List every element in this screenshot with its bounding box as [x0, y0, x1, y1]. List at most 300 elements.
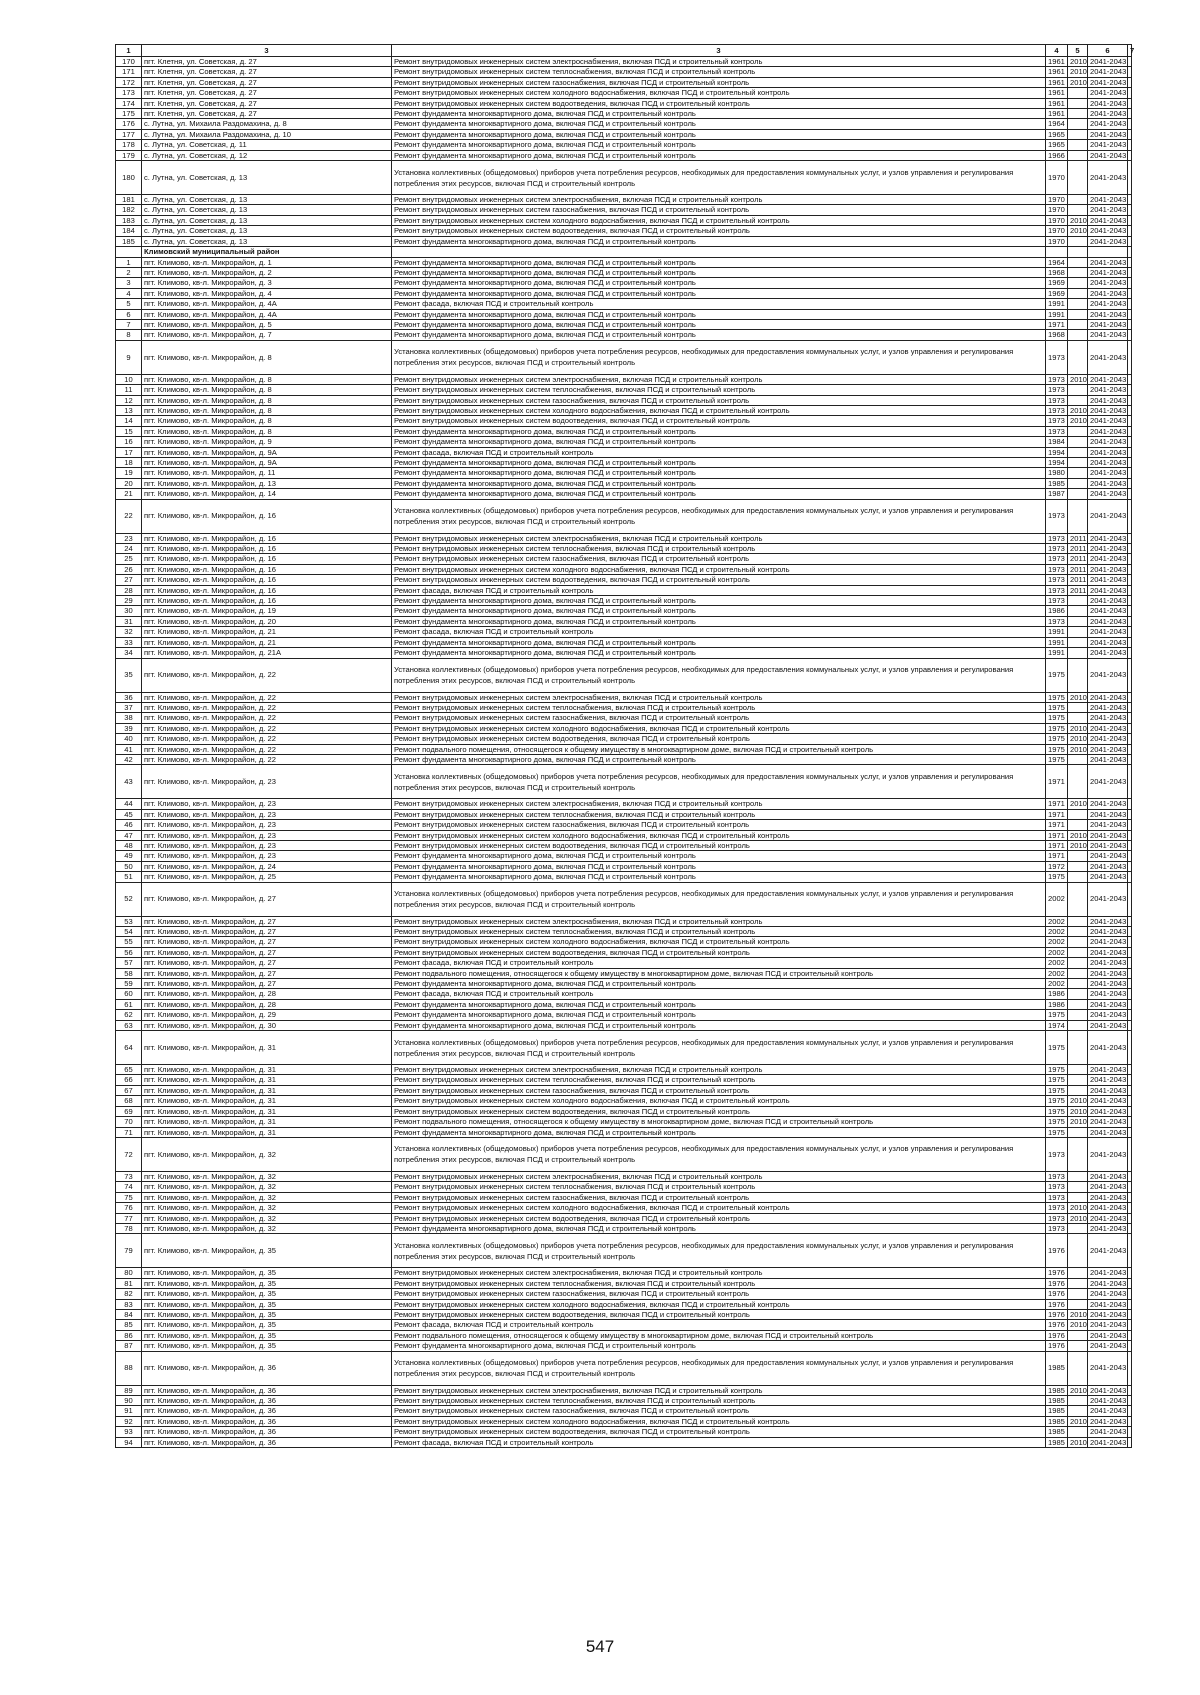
work-type-cell: Ремонт фундамента многоквартирного дома, включая ПСД и строительный контроль — [392, 288, 1046, 298]
work-type-cell: Ремонт фундамента многоквартирного дома, включая ПСД и строительный контроль — [392, 119, 1046, 129]
table-row — [116, 544, 1132, 554]
commission-year-cell: 1961 — [1046, 77, 1068, 87]
row-number-cell: 37 — [116, 702, 142, 712]
empty-cell — [1128, 458, 1132, 468]
planned-period-cell: 2041-2043 — [1088, 958, 1128, 968]
table-row — [116, 1234, 1132, 1268]
work-type-cell: Ремонт внутридомовых инженерных систем холодного водоснабжения, включая ПСД и строительный контроль — [392, 564, 1046, 574]
address-cell: пгт. Климово, кв-л. Микрорайон, д. 31 — [142, 1065, 392, 1075]
table-row — [116, 489, 1132, 499]
work-type-cell: Ремонт фасада, включая ПСД и строительный контроль — [392, 1320, 1046, 1330]
empty-cell — [1128, 830, 1132, 840]
commission-year-cell: 2002 — [1046, 958, 1068, 968]
address-cell: пгт. Климово, кв-л. Микрорайон, д. 35 — [142, 1278, 392, 1288]
planned-period-cell: 2041-2043 — [1088, 830, 1128, 840]
work-type-cell: Ремонт внутридомовых инженерных систем газоснабжения, включая ПСД и строительный контроль — [392, 1406, 1046, 1416]
empty-cell — [1128, 489, 1132, 499]
empty-cell — [1128, 575, 1132, 585]
commission-year-cell: 1970 — [1046, 195, 1068, 205]
table-row — [116, 979, 1132, 989]
last-repair-year-cell: 2010 — [1068, 1117, 1088, 1127]
work-type-cell: Ремонт фундамента многоквартирного дома, включая ПСД и строительный контроль — [392, 267, 1046, 277]
address-cell: пгт. Климово, кв-л. Микрорайон, д. 24 — [142, 861, 392, 871]
work-type-cell: Ремонт внутридомовых инженерных систем электроснабжения, включая ПСД и строительный контроль — [392, 57, 1046, 67]
work-type-cell: Ремонт фундамента многоквартирного дома, включая ПСД и строительный контроль — [392, 872, 1046, 882]
last-repair-year-cell — [1068, 150, 1088, 160]
table-row — [116, 278, 1132, 288]
address-cell: пгт. Климово, кв-л. Микрорайон, д. 36 — [142, 1427, 392, 1437]
planned-period-cell: 2041-2043 — [1088, 67, 1128, 77]
last-repair-year-cell: 2010 — [1068, 1320, 1088, 1330]
header-cell: 3 — [142, 45, 392, 57]
planned-period-cell: 2041-2043 — [1088, 554, 1128, 564]
empty-cell — [1128, 564, 1132, 574]
work-type-cell: Ремонт подвального помещения, относящегося к общему имуществу в многоквартирном доме, включая ПСД и строительный контроль — [392, 744, 1046, 754]
planned-period-cell: 2041-2043 — [1088, 999, 1128, 1009]
address-cell: пгт. Климово, кв-л. Микрорайон, д. 23 — [142, 809, 392, 819]
planned-period-cell: 2041-2043 — [1088, 1182, 1128, 1192]
work-type-cell: Ремонт внутридомовых инженерных систем водоотведения, включая ПСД и строительный контроль — [392, 1427, 1046, 1437]
address-cell: пгт. Климово, кв-л. Микрорайон, д. 22 — [142, 754, 392, 764]
row-number-cell: 43 — [116, 765, 142, 799]
work-type-cell: Ремонт внутридомовых инженерных систем холодного водоснабжения, включая ПСД и строительный контроль — [392, 937, 1046, 947]
last-repair-year-cell — [1068, 426, 1088, 436]
row-number-cell: 53 — [116, 916, 142, 926]
table-row — [116, 1106, 1132, 1116]
address-cell: пгт. Климово, кв-л. Микрорайон, д. 21 — [142, 637, 392, 647]
row-number-cell: 25 — [116, 554, 142, 564]
work-type-cell: Ремонт фасада, включая ПСД и строительный контроль — [392, 989, 1046, 999]
address-cell: пгт. Климово, кв-л. Микрорайон, д. 35 — [142, 1234, 392, 1268]
address-cell: пгт. Климово, кв-л. Микрорайон, д. 8 — [142, 385, 392, 395]
planned-period-cell: 2041-2043 — [1088, 989, 1128, 999]
address-cell: пгт. Клетня, ул. Советская, д. 27 — [142, 67, 392, 77]
work-type-cell: Ремонт фундамента многоквартирного дома, включая ПСД и строительный контроль — [392, 606, 1046, 616]
last-repair-year-cell — [1068, 195, 1088, 205]
last-repair-year-cell — [1068, 882, 1088, 916]
planned-period-cell: 2041-2043 — [1088, 1396, 1128, 1406]
address-cell: пгт. Климово, кв-л. Микрорайон, д. 31 — [142, 1127, 392, 1137]
address-cell: пгт. Климово, кв-л. Микрорайон, д. 32 — [142, 1192, 392, 1202]
address-cell: с. Лутна, ул. Советская, д. 13 — [142, 236, 392, 246]
row-number-cell: 17 — [116, 447, 142, 457]
work-type-cell: Установка коллективных (общедомовых) приборов учета потребления ресурсов, необходимых для предоставления коммунальных услуг, и узлов управления и регулирования потребления этих ресурсов, включая ПСД и строительный контроль — [392, 1234, 1046, 1268]
planned-period-cell: 2041-2043 — [1088, 98, 1128, 108]
header-cell: 3 — [392, 45, 1046, 57]
last-repair-year-cell: 2010 — [1068, 374, 1088, 384]
empty-cell — [1128, 606, 1132, 616]
work-type-cell: Ремонт внутридомовых инженерных систем газоснабжения, включая ПСД и строительный контроль — [392, 1192, 1046, 1202]
last-repair-year-cell — [1068, 754, 1088, 764]
commission-year-cell: 1975 — [1046, 734, 1068, 744]
row-number-cell: 21 — [116, 489, 142, 499]
row-number-cell: 75 — [116, 1192, 142, 1202]
planned-period-cell: 2041-2043 — [1088, 330, 1128, 340]
address-cell: пгт. Климово, кв-л. Микрорайон, д. 4 — [142, 288, 392, 298]
table-row — [116, 1075, 1132, 1085]
last-repair-year-cell — [1068, 119, 1088, 129]
commission-year-cell: 1975 — [1046, 692, 1068, 702]
last-repair-year-cell — [1068, 1268, 1088, 1278]
planned-period-cell: 2041-2043 — [1088, 702, 1128, 712]
row-number-cell: 87 — [116, 1341, 142, 1351]
row-number-cell: 68 — [116, 1096, 142, 1106]
address-cell: с. Лутна, ул. Михаила Раздомахина, д. 8 — [142, 119, 392, 129]
row-number-cell: 57 — [116, 958, 142, 968]
work-type-cell: Ремонт внутридомовых инженерных систем водоотведения, включая ПСД и строительный контроль — [392, 1213, 1046, 1223]
work-type-cell: Ремонт фундамента многоквартирного дома, включая ПСД и строительный контроль — [392, 637, 1046, 647]
planned-period-cell — [1088, 247, 1128, 257]
table-row — [116, 1192, 1132, 1202]
work-type-cell: Ремонт фундамента многоквартирного дома, включая ПСД и строительный контроль — [392, 489, 1046, 499]
commission-year-cell: 1980 — [1046, 468, 1068, 478]
table-row — [116, 1427, 1132, 1437]
address-cell: пгт. Клетня, ул. Советская, д. 27 — [142, 98, 392, 108]
address-cell: пгт. Климово, кв-л. Микрорайон, д. 23 — [142, 851, 392, 861]
work-type-cell: Ремонт внутридомовых инженерных систем теплоснабжения, включая ПСД и строительный контроль — [392, 702, 1046, 712]
planned-period-cell: 2041-2043 — [1088, 395, 1128, 405]
last-repair-year-cell: 2010 — [1068, 734, 1088, 744]
address-cell: пгт. Климово, кв-л. Микрорайон, д. 8 — [142, 374, 392, 384]
work-type-cell: Ремонт внутридомовых инженерных систем электроснабжения, включая ПСД и строительный контроль — [392, 195, 1046, 205]
empty-cell — [1128, 658, 1132, 692]
commission-year-cell: 1976 — [1046, 1299, 1068, 1309]
address-cell: пгт. Климово, кв-л. Микрорайон, д. 35 — [142, 1268, 392, 1278]
commission-year-cell: 2002 — [1046, 882, 1068, 916]
row-number-cell: 54 — [116, 927, 142, 937]
last-repair-year-cell — [1068, 713, 1088, 723]
address-cell: с. Лутна, ул. Советская, д. 13 — [142, 226, 392, 236]
last-repair-year-cell — [1068, 1299, 1088, 1309]
last-repair-year-cell — [1068, 820, 1088, 830]
address-cell: пгт. Климово, кв-л. Микрорайон, д. 36 — [142, 1406, 392, 1416]
commission-year-cell: 1975 — [1046, 744, 1068, 754]
empty-cell — [1128, 374, 1132, 384]
table-row — [116, 596, 1132, 606]
row-number-cell: 170 — [116, 57, 142, 67]
last-repair-year-cell — [1068, 499, 1088, 533]
row-number-cell: 92 — [116, 1416, 142, 1426]
row-number-cell: 28 — [116, 585, 142, 595]
table-row — [116, 1268, 1132, 1278]
table-row — [116, 723, 1132, 733]
empty-cell — [1128, 257, 1132, 267]
empty-cell — [1128, 692, 1132, 702]
work-type-cell: Ремонт фундамента многоквартирного дома, включая ПСД и строительный контроль — [392, 478, 1046, 488]
planned-period-cell: 2041-2043 — [1088, 927, 1128, 937]
address-cell: пгт. Климово, кв-л. Микрорайон, д. 35 — [142, 1289, 392, 1299]
last-repair-year-cell — [1068, 809, 1088, 819]
last-repair-year-cell — [1068, 1065, 1088, 1075]
last-repair-year-cell — [1068, 1171, 1088, 1181]
commission-year-cell: 1972 — [1046, 861, 1068, 871]
commission-year-cell: 1985 — [1046, 1416, 1068, 1426]
commission-year-cell: 1973 — [1046, 585, 1068, 595]
planned-period-cell: 2041-2043 — [1088, 616, 1128, 626]
row-number-cell: 2 — [116, 267, 142, 277]
address-cell: с. Лутна, ул. Советская, д. 13 — [142, 161, 392, 195]
work-type-cell: Ремонт фундамента многоквартирного дома, включая ПСД и строительный контроль — [392, 861, 1046, 871]
last-repair-year-cell — [1068, 958, 1088, 968]
empty-cell — [1128, 236, 1132, 246]
row-number-cell: 70 — [116, 1117, 142, 1127]
planned-period-cell: 2041-2043 — [1088, 1075, 1128, 1085]
row-number-cell: 46 — [116, 820, 142, 830]
table-row — [116, 426, 1132, 436]
row-number-cell: 65 — [116, 1065, 142, 1075]
last-repair-year-cell — [1068, 1396, 1088, 1406]
row-number-cell: 8 — [116, 330, 142, 340]
last-repair-year-cell — [1068, 1085, 1088, 1095]
last-repair-year-cell: 2010 — [1068, 692, 1088, 702]
address-cell: пгт. Климово, кв-л. Микрорайон, д. 27 — [142, 958, 392, 968]
commission-year-cell: 1976 — [1046, 1320, 1068, 1330]
row-number-cell: 73 — [116, 1171, 142, 1181]
work-type-cell: Установка коллективных (общедомовых) приборов учета потребления ресурсов, необходимых для предоставления коммунальных услуг, и узлов управления и регулирования потребления этих ресурсов, включая ПСД и строительный контроль — [392, 161, 1046, 195]
empty-cell — [1128, 405, 1132, 415]
table-row — [116, 1416, 1132, 1426]
row-number-cell: 16 — [116, 437, 142, 447]
work-type-cell: Ремонт внутридомовых инженерных систем водоотведения, включая ПСД и строительный контроль — [392, 575, 1046, 585]
empty-cell — [1128, 544, 1132, 554]
work-type-cell: Установка коллективных (общедомовых) приборов учета потребления ресурсов, необходимых для предоставления коммунальных услуг, и узлов управления и регулирования потребления этих ресурсов, включая ПСД и строительный контроль — [392, 340, 1046, 374]
commission-year-cell: 1976 — [1046, 1330, 1068, 1340]
header-cell: 4 — [1046, 45, 1068, 57]
commission-year-cell: 1975 — [1046, 1127, 1068, 1137]
table-row — [116, 195, 1132, 205]
last-repair-year-cell — [1068, 299, 1088, 309]
work-type-cell: Ремонт внутридомовых инженерных систем электроснабжения, включая ПСД и строительный контроль — [392, 374, 1046, 384]
last-repair-year-cell — [1068, 1234, 1088, 1268]
commission-year-cell: 1975 — [1046, 702, 1068, 712]
commission-year-cell: 1991 — [1046, 627, 1068, 637]
last-repair-year-cell: 2010 — [1068, 77, 1088, 87]
last-repair-year-cell: 2010 — [1068, 1416, 1088, 1426]
address-cell: пгт. Климово, кв-л. Микрорайон, д. 27 — [142, 947, 392, 957]
table-row — [116, 734, 1132, 744]
planned-period-cell: 2041-2043 — [1088, 257, 1128, 267]
table-row — [116, 1330, 1132, 1340]
last-repair-year-cell: 2010 — [1068, 830, 1088, 840]
last-repair-year-cell — [1068, 437, 1088, 447]
planned-period-cell: 2041-2043 — [1088, 309, 1128, 319]
address-cell: пгт. Климово, кв-л. Микрорайон, д. 14 — [142, 489, 392, 499]
address-cell: пгт. Климово, кв-л. Микрорайон, д. 1 — [142, 257, 392, 267]
commission-year-cell — [1046, 247, 1068, 257]
commission-year-cell: 1973 — [1046, 340, 1068, 374]
table-row — [116, 67, 1132, 77]
work-type-cell: Ремонт внутридомовых инженерных систем теплоснабжения, включая ПСД и строительный контроль — [392, 1396, 1046, 1406]
address-cell: с. Лутна, ул. Советская, д. 13 — [142, 215, 392, 225]
address-cell: пгт. Климово, кв-л. Микрорайон, д. 32 — [142, 1213, 392, 1223]
commission-year-cell: 1975 — [1046, 1096, 1068, 1106]
address-cell: пгт. Климово, кв-л. Микрорайон, д. 25 — [142, 872, 392, 882]
last-repair-year-cell — [1068, 257, 1088, 267]
last-repair-year-cell: 2010 — [1068, 799, 1088, 809]
row-number-cell: 23 — [116, 533, 142, 543]
table-row — [116, 616, 1132, 626]
work-type-cell: Ремонт фасада, включая ПСД и строительный контроль — [392, 447, 1046, 457]
empty-cell — [1128, 129, 1132, 139]
address-cell: пгт. Климово, кв-л. Микрорайон, д. 31 — [142, 1096, 392, 1106]
commission-year-cell: 1973 — [1046, 616, 1068, 626]
planned-period-cell: 2041-2043 — [1088, 533, 1128, 543]
empty-cell — [1128, 1396, 1132, 1406]
empty-cell — [1128, 1171, 1132, 1181]
row-number-cell: 29 — [116, 596, 142, 606]
address-cell: пгт. Клетня, ул. Советская, д. 27 — [142, 77, 392, 87]
table-row — [116, 226, 1132, 236]
row-number-cell: 89 — [116, 1385, 142, 1395]
planned-period-cell: 2041-2043 — [1088, 161, 1128, 195]
commission-year-cell: 1971 — [1046, 319, 1068, 329]
address-cell: пгт. Климово, кв-л. Микрорайон, д. 22 — [142, 713, 392, 723]
empty-cell — [1128, 1406, 1132, 1416]
address-cell: пгт. Климово, кв-л. Микрорайон, д. 8 — [142, 405, 392, 415]
empty-cell — [1128, 713, 1132, 723]
last-repair-year-cell — [1068, 1182, 1088, 1192]
row-number-cell: 41 — [116, 744, 142, 754]
last-repair-year-cell — [1068, 319, 1088, 329]
work-type-cell: Ремонт фундамента многоквартирного дома, включая ПСД и строительный контроль — [392, 278, 1046, 288]
empty-cell — [1128, 416, 1132, 426]
address-cell: пгт. Климово, кв-л. Микрорайон, д. 8 — [142, 395, 392, 405]
empty-cell — [1128, 809, 1132, 819]
table-row — [116, 215, 1132, 225]
commission-year-cell: 1975 — [1046, 713, 1068, 723]
planned-period-cell: 2041-2043 — [1088, 458, 1128, 468]
empty-cell — [1128, 723, 1132, 733]
commission-year-cell: 1969 — [1046, 288, 1068, 298]
row-number-cell: 11 — [116, 385, 142, 395]
last-repair-year-cell — [1068, 861, 1088, 871]
empty-cell — [1128, 478, 1132, 488]
table-row — [116, 98, 1132, 108]
empty-cell — [1128, 1278, 1132, 1288]
row-number-cell: 184 — [116, 226, 142, 236]
work-type-cell: Ремонт внутридомовых инженерных систем водоотведения, включая ПСД и строительный контроль — [392, 226, 1046, 236]
work-type-cell: Ремонт фундамента многоквартирного дома, включая ПСД и строительный контроль — [392, 458, 1046, 468]
table-row — [116, 1351, 1132, 1385]
planned-period-cell: 2041-2043 — [1088, 1299, 1128, 1309]
empty-cell — [1128, 309, 1132, 319]
work-type-cell: Ремонт внутридомовых инженерных систем теплоснабжения, включая ПСД и строительный контроль — [392, 809, 1046, 819]
table-row — [116, 744, 1132, 754]
commission-year-cell: 1961 — [1046, 88, 1068, 98]
table-row — [116, 140, 1132, 150]
last-repair-year-cell — [1068, 236, 1088, 246]
table-row — [116, 606, 1132, 616]
address-cell: пгт. Клетня, ул. Советская, д. 27 — [142, 109, 392, 119]
empty-cell — [1128, 140, 1132, 150]
row-number-cell: 171 — [116, 67, 142, 77]
row-number-cell: 78 — [116, 1223, 142, 1233]
work-type-cell: Установка коллективных (общедомовых) приборов учета потребления ресурсов, необходимых для предоставления коммунальных услуг, и узлов управления и регулирования потребления этих ресурсов, включая ПСД и строительный контроль — [392, 658, 1046, 692]
work-type-cell: Ремонт внутридомовых инженерных систем газоснабжения, включая ПСД и строительный контроль — [392, 205, 1046, 215]
empty-cell — [1128, 947, 1132, 957]
empty-cell — [1128, 979, 1132, 989]
address-cell: пгт. Климово, кв-л. Микрорайон, д. 32 — [142, 1223, 392, 1233]
last-repair-year-cell — [1068, 1278, 1088, 1288]
work-type-cell — [392, 247, 1046, 257]
address-cell: пгт. Климово, кв-л. Микрорайон, д. 29 — [142, 1010, 392, 1020]
planned-period-cell: 2041-2043 — [1088, 1192, 1128, 1202]
row-number-cell: 77 — [116, 1213, 142, 1223]
table-row — [116, 340, 1132, 374]
last-repair-year-cell: 2010 — [1068, 1106, 1088, 1116]
work-type-cell: Ремонт фундамента многоквартирного дома, включая ПСД и строительный контроль — [392, 257, 1046, 267]
empty-cell — [1128, 533, 1132, 543]
row-number-cell: 31 — [116, 616, 142, 626]
table-row — [116, 627, 1132, 637]
empty-cell — [1128, 1341, 1132, 1351]
header-cell: 6 — [1088, 45, 1128, 57]
commission-year-cell: 1961 — [1046, 57, 1068, 67]
commission-year-cell: 1973 — [1046, 374, 1068, 384]
row-number-cell: 181 — [116, 195, 142, 205]
table-row — [116, 205, 1132, 215]
work-type-cell: Ремонт внутридомовых инженерных систем холодного водоснабжения, включая ПСД и строительный контроль — [392, 723, 1046, 733]
table-row — [116, 1171, 1132, 1181]
empty-cell — [1128, 1085, 1132, 1095]
table-row — [116, 1065, 1132, 1075]
planned-period-cell: 2041-2043 — [1088, 544, 1128, 554]
empty-cell — [1128, 161, 1132, 195]
address-cell: пгт. Климово, кв-л. Микрорайон, д. 20 — [142, 616, 392, 626]
row-number-cell: 172 — [116, 77, 142, 87]
address-cell: пгт. Климово, кв-л. Микрорайон, д. 11 — [142, 468, 392, 478]
empty-cell — [1128, 754, 1132, 764]
last-repair-year-cell — [1068, 458, 1088, 468]
table-row — [116, 236, 1132, 246]
planned-period-cell: 2041-2043 — [1088, 627, 1128, 637]
row-number-cell: 40 — [116, 734, 142, 744]
commission-year-cell: 1974 — [1046, 1020, 1068, 1030]
address-cell: пгт. Климово, кв-л. Микрорайон, д. 22 — [142, 734, 392, 744]
planned-period-cell: 2041-2043 — [1088, 637, 1128, 647]
commission-year-cell: 1975 — [1046, 872, 1068, 882]
row-number-cell: 80 — [116, 1268, 142, 1278]
row-number-cell: 183 — [116, 215, 142, 225]
row-number-cell: 67 — [116, 1085, 142, 1095]
empty-cell — [1128, 1299, 1132, 1309]
commission-year-cell: 1970 — [1046, 236, 1068, 246]
address-cell: пгт. Климово, кв-л. Микрорайон, д. 3 — [142, 278, 392, 288]
planned-period-cell: 2041-2043 — [1088, 416, 1128, 426]
work-type-cell: Ремонт внутридомовых инженерных систем холодного водоснабжения, включая ПСД и строительный контроль — [392, 830, 1046, 840]
empty-cell — [1128, 447, 1132, 457]
commission-year-cell: 1973 — [1046, 395, 1068, 405]
table-row — [116, 150, 1132, 160]
planned-period-cell: 2041-2043 — [1088, 851, 1128, 861]
commission-year-cell: 2002 — [1046, 916, 1068, 926]
last-repair-year-cell — [1068, 872, 1088, 882]
empty-cell — [1128, 554, 1132, 564]
table-row — [116, 468, 1132, 478]
row-number-cell: 45 — [116, 809, 142, 819]
commission-year-cell: 2002 — [1046, 947, 1068, 957]
document-sheet — [115, 44, 1135, 1448]
last-repair-year-cell: 2010 — [1068, 405, 1088, 415]
address-cell: пгт. Климово, кв-л. Микрорайон, д. 5 — [142, 319, 392, 329]
commission-year-cell: 1973 — [1046, 385, 1068, 395]
planned-period-cell: 2041-2043 — [1088, 267, 1128, 277]
work-type-cell: Ремонт внутридомовых инженерных систем теплоснабжения, включая ПСД и строительный контроль — [392, 1182, 1046, 1192]
address-cell: пгт. Климово, кв-л. Микрорайон, д. 27 — [142, 968, 392, 978]
commission-year-cell: 1970 — [1046, 205, 1068, 215]
planned-period-cell: 2041-2043 — [1088, 205, 1128, 215]
address-cell: пгт. Климово, кв-л. Микрорайон, д. 36 — [142, 1437, 392, 1447]
